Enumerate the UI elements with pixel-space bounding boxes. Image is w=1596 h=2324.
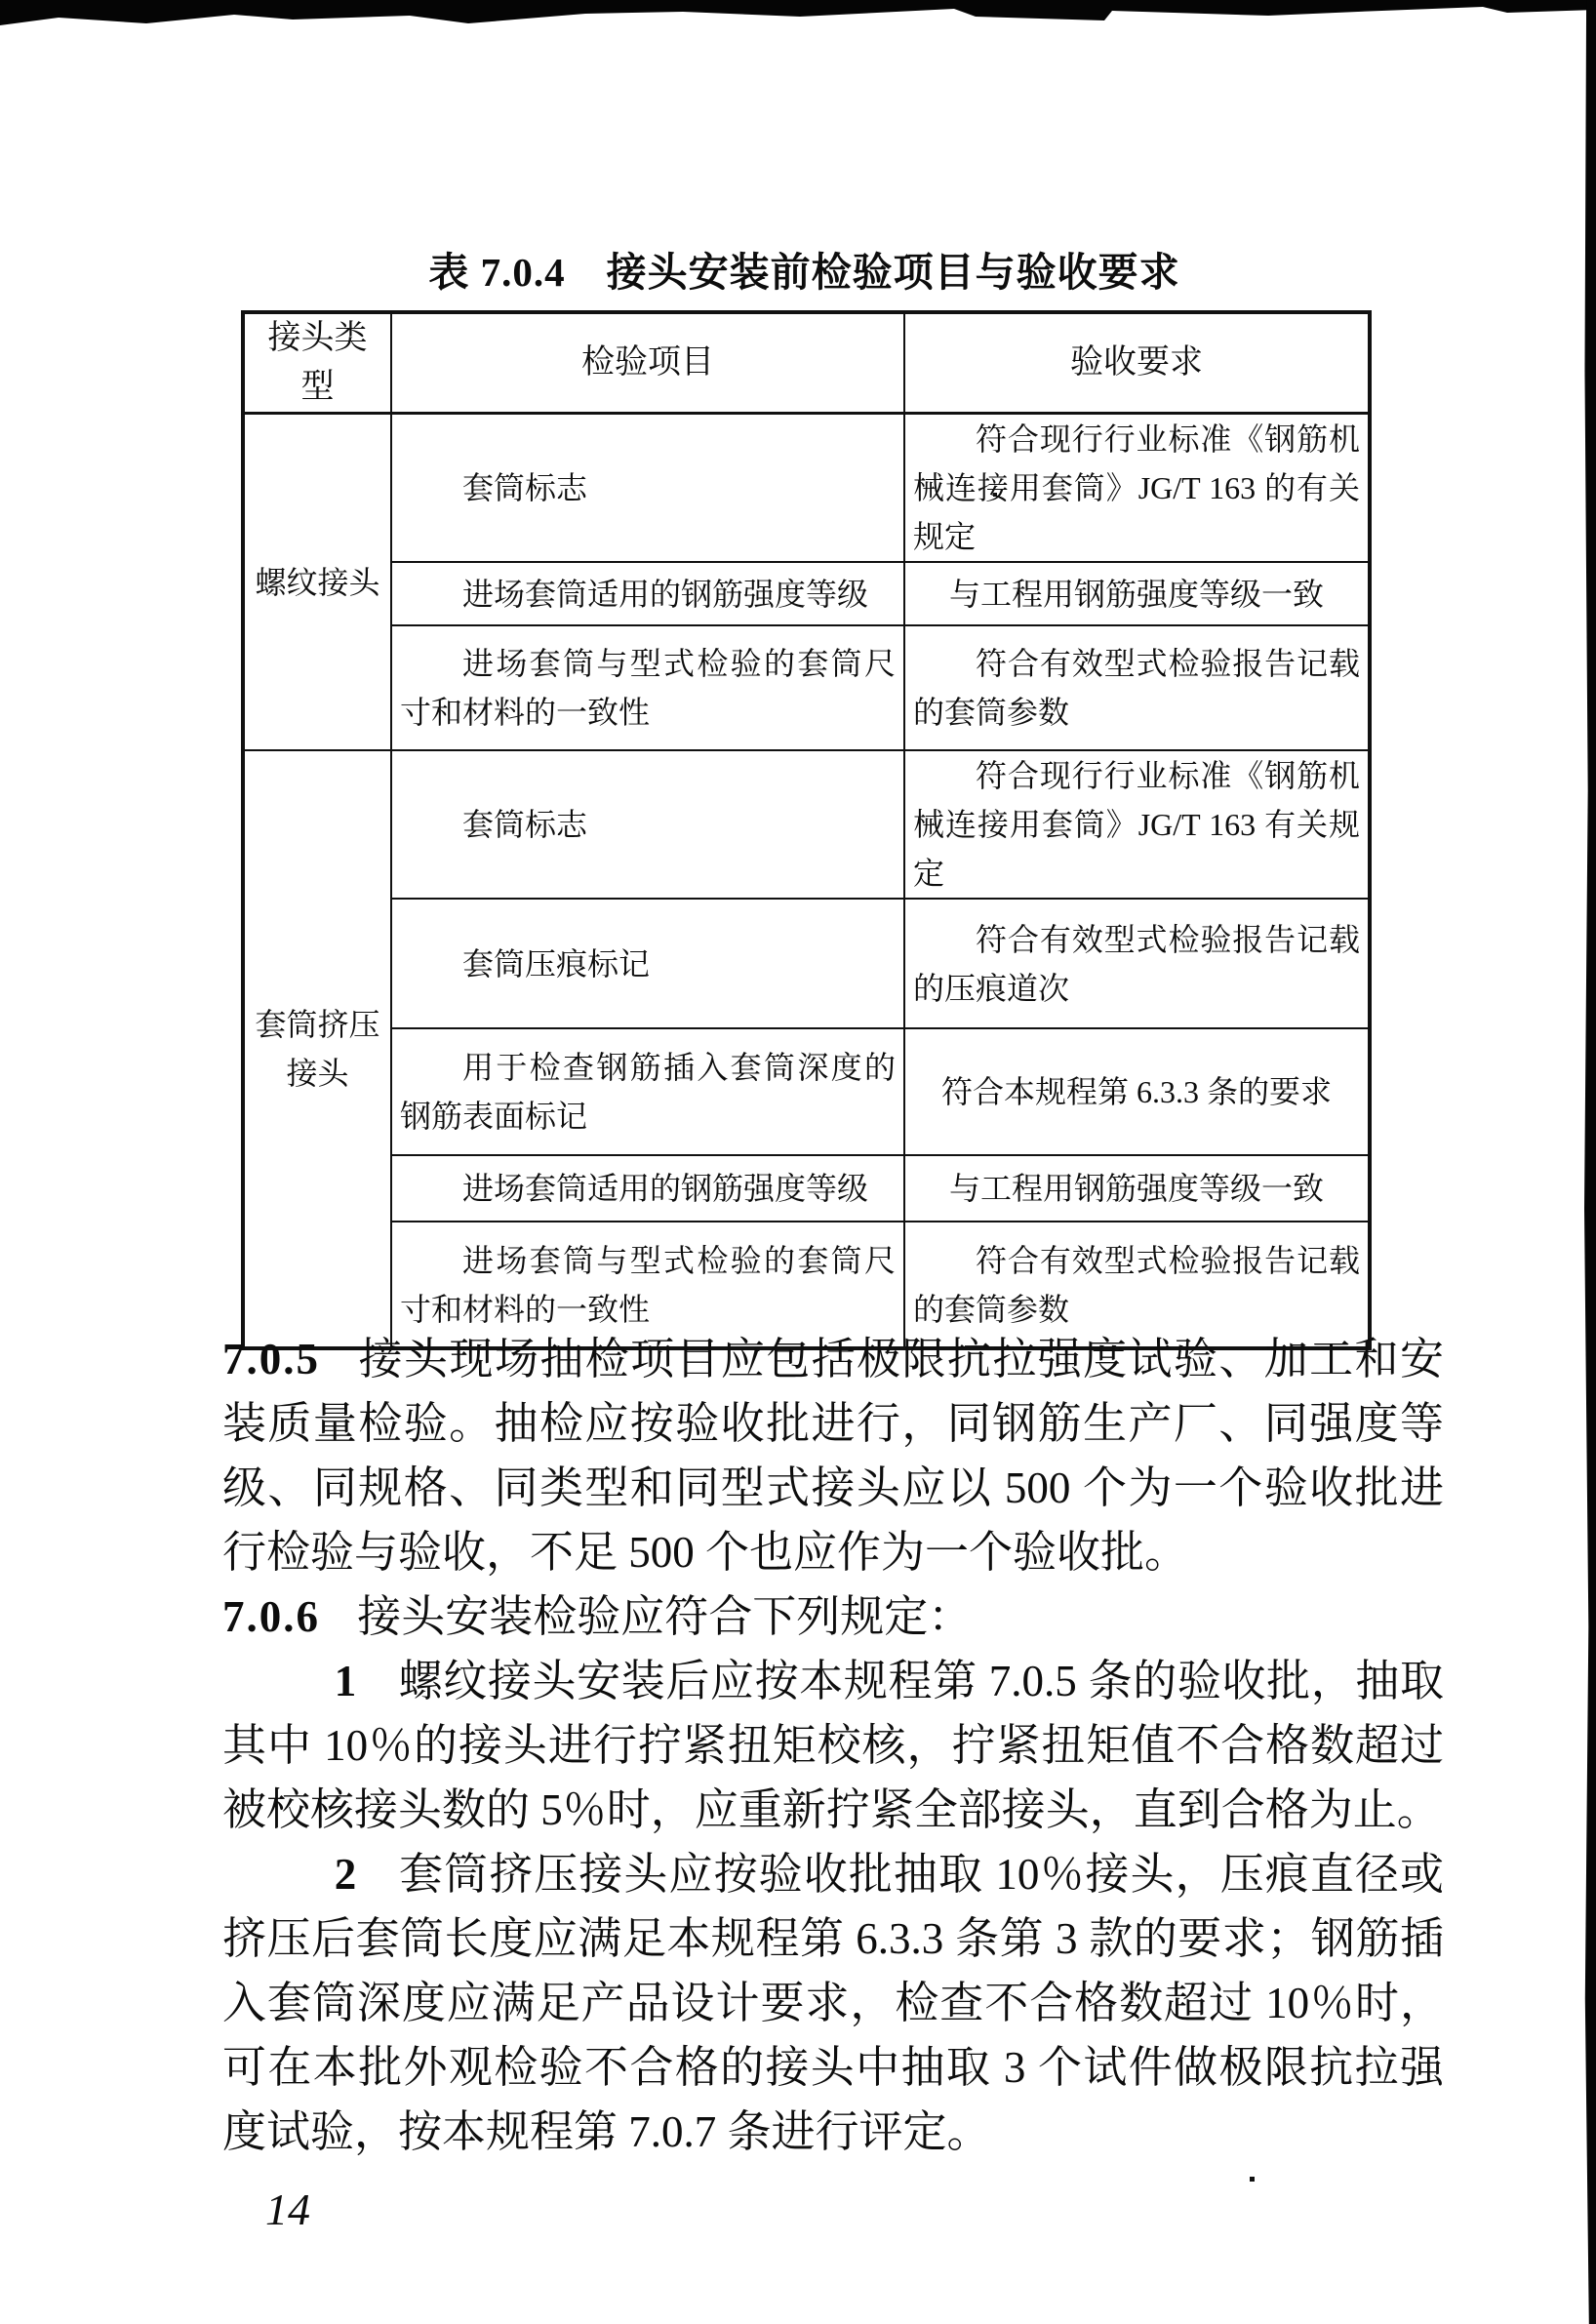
table-row [243, 750, 1370, 899]
table-header-row [243, 312, 1370, 414]
scan-speck [1250, 2177, 1255, 2182]
section-text: 接头安装检验应符合下列规定： [357, 1592, 973, 1641]
section-number: 7.0.5 [222, 1335, 320, 1383]
scan-artifact-top-band [0, 0, 1596, 35]
row-group-threaded-joint: 螺纹接头 [243, 414, 391, 751]
acceptance-requirement-cell: 与工程用钢筋强度等级一致 [904, 562, 1370, 625]
table-title: 表 7.0.4 接头安装前检验项目与验收要求 [428, 250, 1180, 295]
inspection-item-cell: 进场套筒与型式检验的套筒尺寸和材料的一致性 [391, 625, 904, 750]
section-text: 接头现场抽检项目应包括极限抗拉强度试验、加工和安装质量检验。抽检应按验收批进行，同钢筋生产厂、同强度等级、同规格、同类型和同型式接头应以 500 个为一个验收批进行检验与验收，不足 500 个也应作为一个验收批。 [222, 1335, 1444, 1577]
clause-1 [222, 1649, 1444, 1842]
inspection-item-cell: 进场套筒与型式检验的套筒尺寸和材料的一致性 [391, 1222, 904, 1348]
document-body [222, 1327, 1444, 2164]
acceptance-requirement-cell: 符合本规程第 6.3.3 条的要求 [904, 1028, 1370, 1155]
inspection-table [241, 310, 1372, 1350]
row-group-sleeve-extrusion-joint: 套筒挤压接头 [243, 750, 391, 1348]
inspection-item-cell: 套筒标志 [391, 750, 904, 899]
col-header-acceptance-requirement: 验收要求 [904, 312, 1370, 414]
clause-text: 套筒挤压接头应按验收批抽取 10％接头，压痕直径或挤压后套筒长度应满足本规程第 6.3.3 条第 3 款的要求；钢筋插入套筒深度应满足产品设计要求，检查不合格数超过 10％时，可在本批外观检验不合格的接头中抽取 3 个试件做极限抗拉强度试验，按本规程第 7.0.7 条进行评定。 [222, 1850, 1444, 2156]
table-row [243, 1155, 1370, 1222]
clause-2 [222, 1842, 1444, 2164]
acceptance-requirement-cell: 符合有效型式检验报告记载的压痕道次 [904, 899, 1370, 1028]
acceptance-requirement-cell: 符合有效型式检验报告记载的套筒参数 [904, 625, 1370, 750]
table-row [243, 899, 1370, 1028]
table-row [243, 1028, 1370, 1155]
scan-artifact-right-band [1580, 0, 1596, 2324]
clause-number: 2 [334, 1850, 357, 1899]
clause-number: 1 [334, 1657, 357, 1705]
section-7-0-6 [222, 1584, 1444, 1649]
table-row [243, 562, 1370, 625]
inspection-item-cell: 进场套筒适用的钢筋强度等级 [391, 1155, 904, 1222]
inspection-item-cell: 套筒压痕标记 [391, 899, 904, 1028]
inspection-item-cell: 套筒标志 [391, 414, 904, 563]
table-row [243, 414, 1370, 563]
inspection-item-cell: 进场套筒适用的钢筋强度等级 [391, 562, 904, 625]
inspection-item-cell: 用于检查钢筋插入套筒深度的钢筋表面标记 [391, 1028, 904, 1155]
section-7-0-5 [222, 1327, 1444, 1584]
acceptance-requirement-cell: 符合有效型式检验报告记载的套筒参数 [904, 1222, 1370, 1348]
table-row [243, 625, 1370, 750]
clause-text: 螺纹接头安装后应按本规程第 7.0.5 条的验收批，抽取其中 10％的接头进行拧紧扭矩校核，拧紧扭矩值不合格数超过被校核接头数的 5％时，应重新拧紧全部接头，直到合格为止。 [222, 1657, 1444, 1834]
acceptance-requirement-cell: 与工程用钢筋强度等级一致 [904, 1155, 1370, 1222]
col-header-joint-type: 接头类型 [243, 312, 391, 414]
acceptance-requirement-cell: 符合现行行业标准《钢筋机械连接用套筒》JG/T 163 有关规定 [904, 750, 1370, 899]
page-number: 14 [265, 2184, 310, 2234]
col-header-inspection-item: 检验项目 [391, 312, 904, 414]
section-number: 7.0.6 [222, 1592, 320, 1641]
acceptance-requirement-cell: 符合现行行业标准《钢筋机械连接用套筒》JG/T 163 的有关规定 [904, 414, 1370, 563]
